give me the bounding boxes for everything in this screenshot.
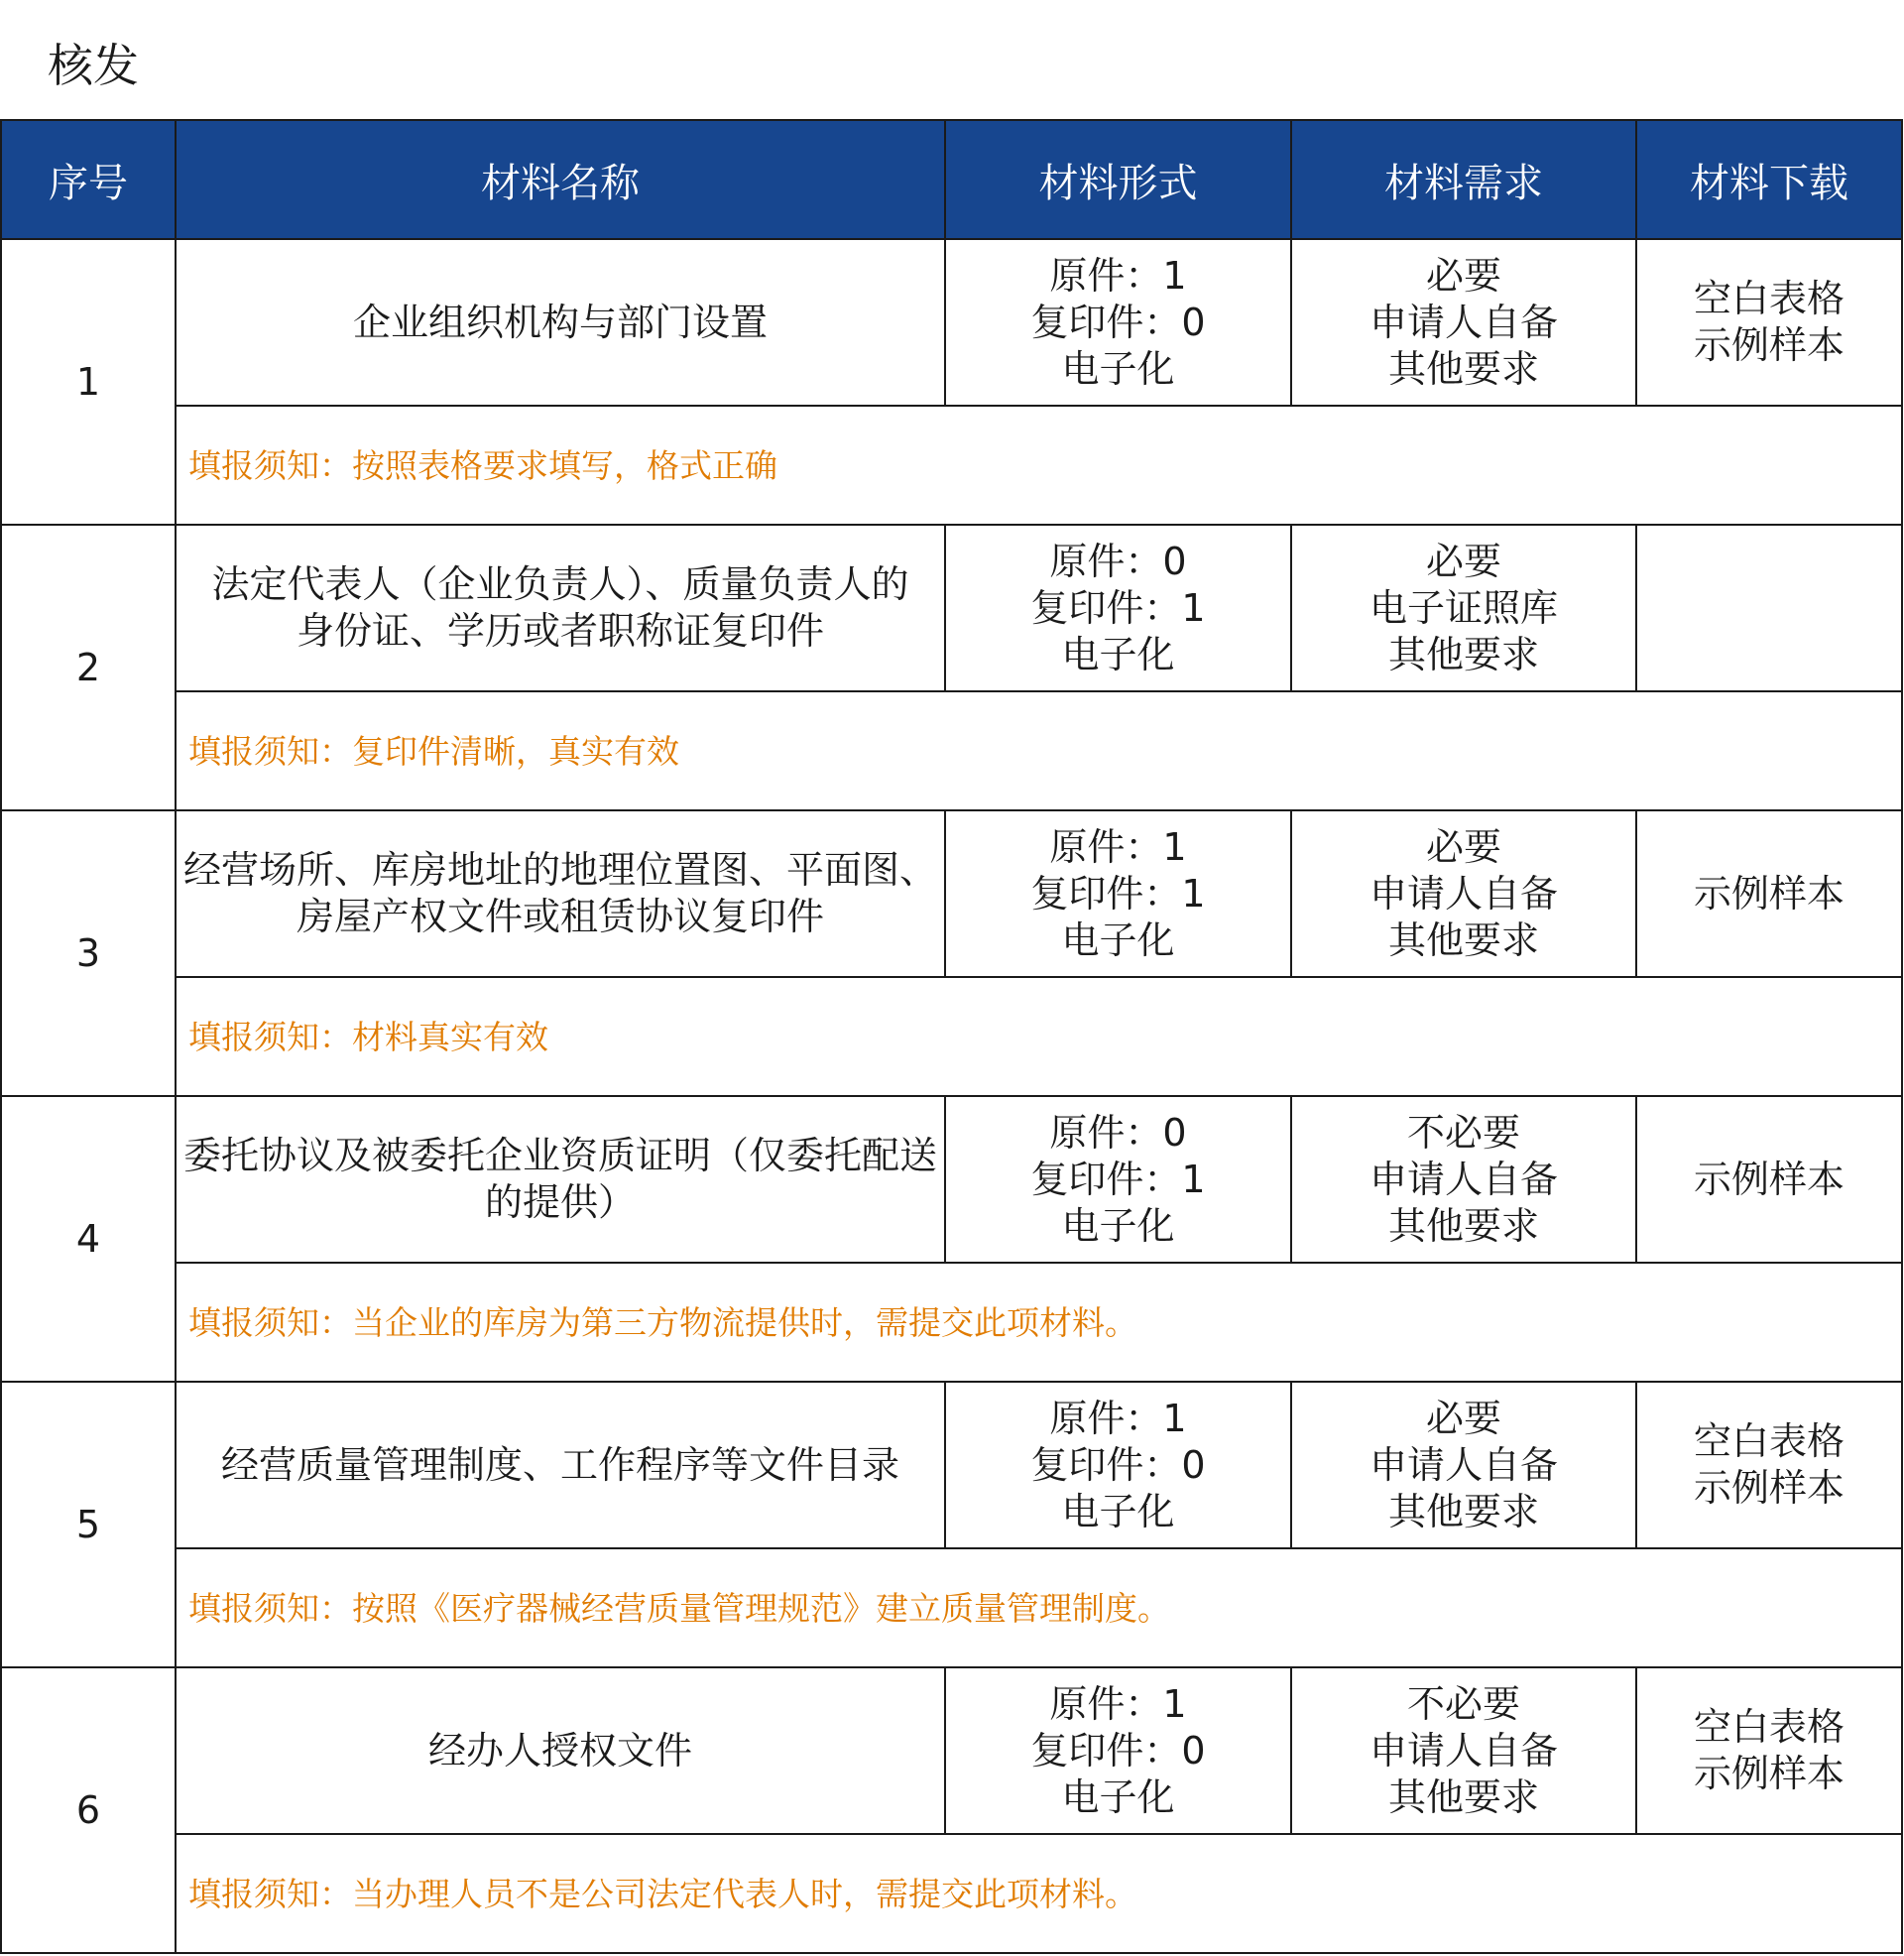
cell-line: 必要 <box>1425 539 1501 583</box>
fill-notice: 填报须知：按照表格要求填写，格式正确 <box>176 406 1902 525</box>
cell-line: 电子化 <box>1061 1489 1175 1533</box>
download-link[interactable]: 空白表格 <box>1693 1419 1844 1463</box>
download-link[interactable]: 空白表格 <box>1693 277 1844 320</box>
cell-line: 申请人自备 <box>1368 871 1558 916</box>
material-name-cell <box>176 525 945 691</box>
cell-line: 其他要求 <box>1387 1489 1539 1533</box>
notice-row <box>1 1263 1902 1382</box>
row-seq: 3 <box>1 810 176 1096</box>
cell-line: 其他要求 <box>1387 346 1539 391</box>
row-seq: 1 <box>1 239 176 525</box>
page-title: 核发 <box>48 39 139 92</box>
cell-line: 电子证照库 <box>1368 585 1558 630</box>
cell-line: 必要 <box>1425 253 1501 298</box>
material-requirement-cell <box>1291 1096 1636 1263</box>
material-download-cell <box>1636 525 1902 691</box>
notice-row <box>1 1548 1902 1667</box>
download-link[interactable]: 示例样本 <box>1693 1752 1844 1795</box>
download-link[interactable]: 空白表格 <box>1693 1705 1844 1749</box>
row-seq: 6 <box>1 1667 176 1953</box>
cell-line: 申请人自备 <box>1368 300 1558 344</box>
table-row <box>1 810 1902 977</box>
cell-line: 电子化 <box>1061 632 1175 676</box>
cell-line: 原件：1 <box>1049 1681 1187 1726</box>
cell-line: 不必要 <box>1406 1681 1520 1726</box>
fill-notice: 填报须知：当企业的库房为第三方物流提供时，需提交此项材料。 <box>176 1263 1902 1382</box>
header-material-download: 材料下载 <box>1636 120 1902 239</box>
cell-line: 经营场所、库房地址的地理位置图、平面图、 <box>182 848 937 892</box>
notice-row <box>1 1834 1902 1953</box>
download-link[interactable]: 示例样本 <box>1693 871 1844 916</box>
material-form-cell <box>945 1096 1291 1263</box>
cell-line: 申请人自备 <box>1368 1442 1558 1487</box>
notice-row <box>1 406 1902 525</box>
download-link[interactable]: 示例样本 <box>1693 1157 1844 1201</box>
material-requirement-cell <box>1291 810 1636 977</box>
header-seq: 序号 <box>1 120 176 239</box>
notice-row <box>1 977 1902 1096</box>
header-material-name: 材料名称 <box>176 120 945 239</box>
material-form-cell <box>945 239 1291 406</box>
cell-line: 电子化 <box>1061 346 1175 391</box>
material-download-cell <box>1636 239 1902 406</box>
table-body <box>1 239 1902 1953</box>
material-form-cell <box>945 525 1291 691</box>
material-requirement-cell <box>1291 239 1636 406</box>
material-form-cell <box>945 810 1291 977</box>
cell-line: 房屋产权文件或租赁协议复印件 <box>296 895 824 938</box>
cell-line: 原件：1 <box>1049 253 1187 298</box>
cell-line: 必要 <box>1425 824 1501 869</box>
cell-line: 身份证、学历或者职称证复印件 <box>296 609 824 653</box>
table-row <box>1 1096 1902 1263</box>
material-name-cell <box>176 1096 945 1263</box>
table-row <box>1 1382 1902 1548</box>
cell-line: 企业组织机构与部门设置 <box>352 300 768 344</box>
cell-line: 其他要求 <box>1387 632 1539 676</box>
cell-line: 其他要求 <box>1387 1203 1539 1248</box>
cell-line: 不必要 <box>1406 1110 1520 1155</box>
material-requirement-cell <box>1291 1667 1636 1834</box>
material-download-cell <box>1636 1382 1902 1548</box>
table-row <box>1 239 1902 406</box>
cell-line: 申请人自备 <box>1368 1157 1558 1201</box>
header-material-requirement: 材料需求 <box>1291 120 1636 239</box>
cell-line: 复印件：0 <box>1030 300 1206 344</box>
cell-line: 原件：1 <box>1049 1396 1187 1440</box>
cell-line: 其他要求 <box>1387 917 1539 962</box>
cell-line: 电子化 <box>1061 917 1175 962</box>
cell-line: 经办人授权文件 <box>427 1728 692 1773</box>
fill-notice: 填报须知：复印件清晰，真实有效 <box>176 691 1902 810</box>
material-download-cell <box>1636 1667 1902 1834</box>
table-header-row <box>1 120 1902 239</box>
materials-table <box>0 119 1903 1954</box>
cell-line: 复印件：0 <box>1030 1442 1206 1487</box>
cell-line: 法定代表人（企业负责人）、质量负责人的 <box>211 562 909 606</box>
download-link[interactable]: 示例样本 <box>1693 1466 1844 1510</box>
material-name-cell <box>176 810 945 977</box>
cell-line: 原件：1 <box>1049 824 1187 869</box>
cell-line: 复印件：1 <box>1030 1157 1206 1201</box>
table-row <box>1 1667 1902 1834</box>
cell-line: 经营质量管理制度、工作程序等文件目录 <box>220 1442 899 1487</box>
cell-line: 复印件：1 <box>1030 871 1206 916</box>
notice-row <box>1 691 1902 810</box>
material-form-cell <box>945 1382 1291 1548</box>
cell-line: 其他要求 <box>1387 1774 1539 1819</box>
material-form-cell <box>945 1667 1291 1834</box>
material-name-cell <box>176 239 945 406</box>
fill-notice: 填报须知：材料真实有效 <box>176 977 1902 1096</box>
cell-line: 复印件：1 <box>1030 585 1206 630</box>
material-name-cell <box>176 1382 945 1548</box>
row-seq: 5 <box>1 1382 176 1667</box>
material-name-cell <box>176 1667 945 1834</box>
cell-line: 电子化 <box>1061 1203 1175 1248</box>
cell-line: 申请人自备 <box>1368 1728 1558 1773</box>
cell-line: 原件：0 <box>1049 1110 1187 1155</box>
cell-line: 必要 <box>1425 1396 1501 1440</box>
cell-line: 委托协议及被委托企业资质证明（仅委托配送 <box>182 1134 937 1177</box>
download-link[interactable]: 示例样本 <box>1693 323 1844 367</box>
row-seq: 4 <box>1 1096 176 1382</box>
cell-line: 复印件：0 <box>1030 1728 1206 1773</box>
row-seq: 2 <box>1 525 176 810</box>
cell-line: 电子化 <box>1061 1774 1175 1819</box>
cell-line: 原件：0 <box>1049 539 1187 583</box>
material-download-cell <box>1636 810 1902 977</box>
material-requirement-cell <box>1291 525 1636 691</box>
material-requirement-cell <box>1291 1382 1636 1548</box>
fill-notice: 填报须知：按照《医疗器械经营质量管理规范》建立质量管理制度。 <box>176 1548 1902 1667</box>
material-download-cell <box>1636 1096 1902 1263</box>
fill-notice: 填报须知：当办理人员不是公司法定代表人时，需提交此项材料。 <box>176 1834 1902 1953</box>
cell-line: 的提供） <box>484 1180 636 1224</box>
header-material-form: 材料形式 <box>945 120 1291 239</box>
table-row <box>1 525 1902 691</box>
